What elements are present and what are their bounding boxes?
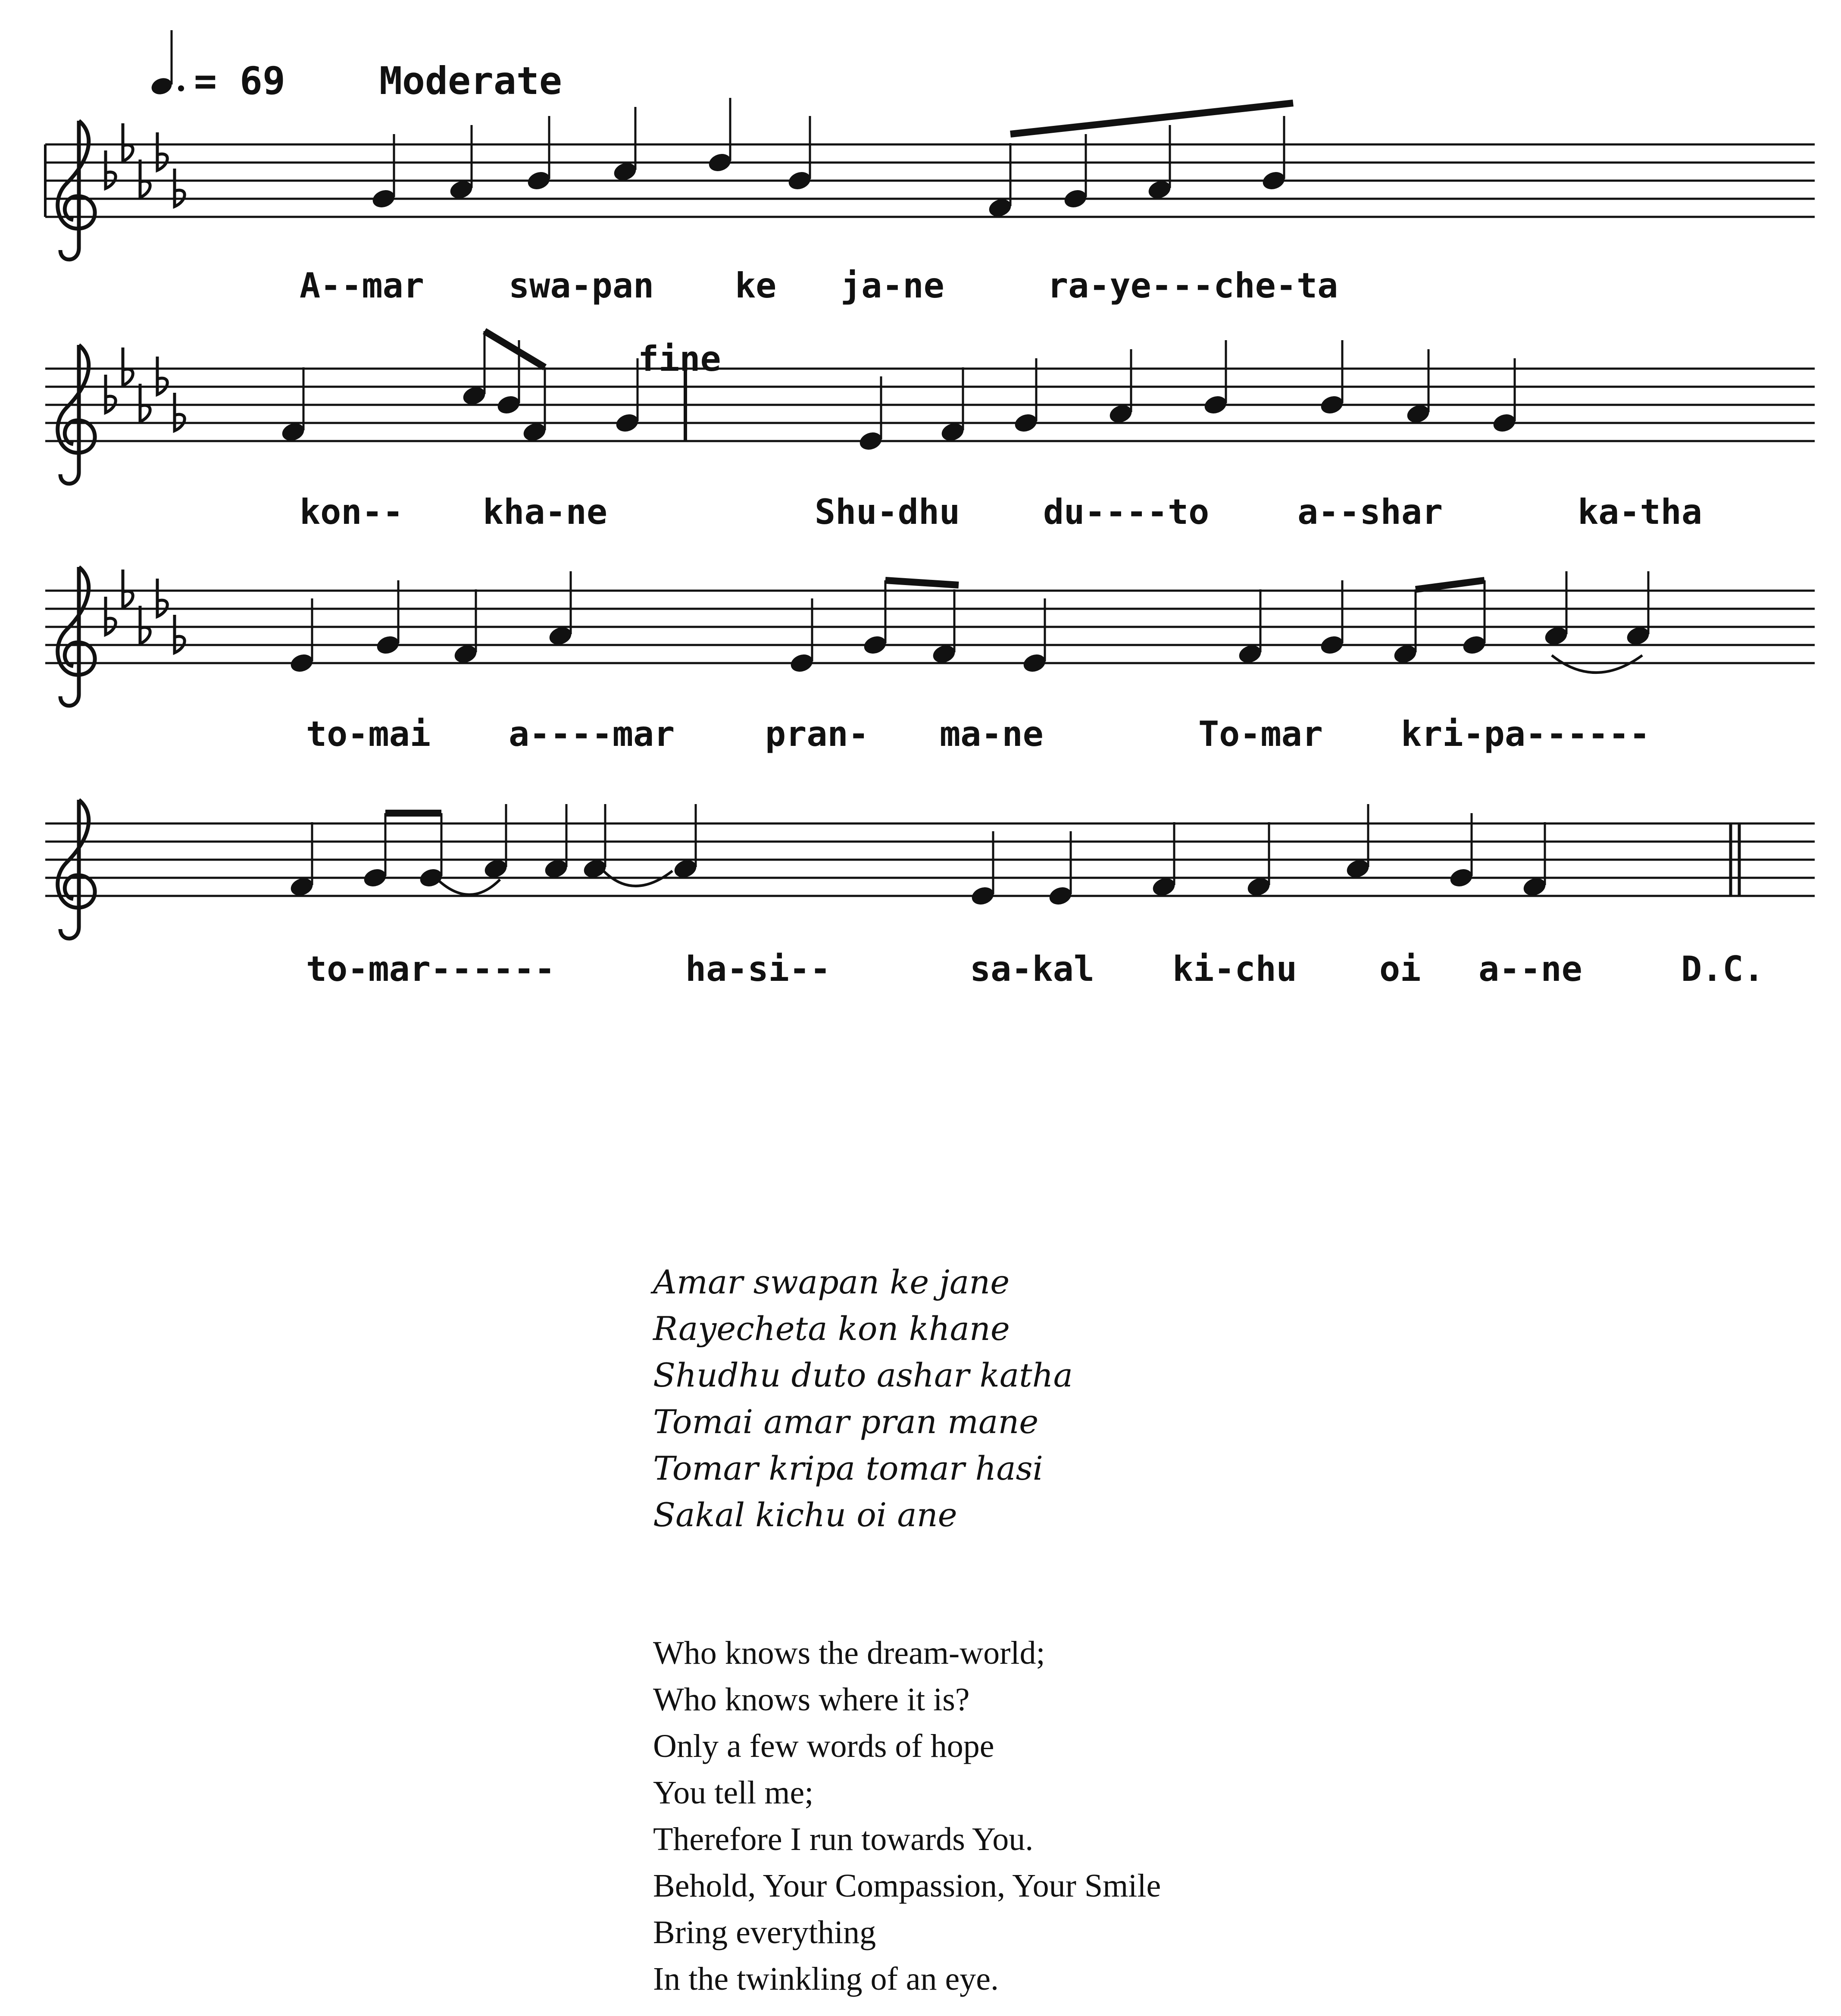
treble-clef-icon [58, 345, 95, 484]
flat-sign-icon [140, 606, 150, 644]
verse-line: Who knows the dream-world; [653, 1635, 1045, 1671]
lyric-syllable: ja-ne [841, 266, 944, 306]
note-beam [484, 331, 545, 367]
note-beam [1010, 103, 1293, 134]
fine-label: fine [638, 339, 721, 379]
lyric-syllable: kri-pa------ [1401, 714, 1650, 754]
verse-line: Only a few words of hope [653, 1728, 994, 1764]
treble-clef-icon [58, 121, 95, 260]
lyric-syllable: pran- [765, 714, 869, 754]
lyric-syllable: D.C. [1681, 949, 1764, 989]
verse-line: Bring everything [653, 1914, 876, 1950]
flat-sign-icon [157, 579, 167, 617]
note-beam [1416, 580, 1485, 589]
lyric-syllable: ha-si-- [685, 949, 831, 989]
bengali-verse [653, 1259, 1073, 1538]
lyric-syllable: A--mar [300, 266, 424, 306]
flat-sign-icon [157, 357, 167, 394]
lyric-syllable: ka-tha [1578, 492, 1702, 532]
treble-clef-icon [58, 800, 95, 939]
flat-sign-icon [123, 347, 133, 385]
lyric-syllable: ke [735, 266, 777, 306]
tempo-marking: = 69 [194, 59, 285, 103]
lyric-syllable: sa-kal [970, 949, 1094, 989]
flat-sign-icon [157, 132, 167, 170]
flat-sign-icon [106, 150, 116, 188]
lyric-syllable: kon-- [300, 492, 403, 532]
lyric-syllable: a--shar [1297, 492, 1443, 532]
lyric-syllable: To-mar [1198, 714, 1323, 754]
flat-sign-icon [123, 123, 133, 161]
verse-line: Sakal kichu oi ane [653, 1496, 957, 1534]
lyric-syllable: to-mai [306, 714, 431, 754]
lyric-syllable: a--ne [1478, 949, 1582, 989]
flat-sign-icon [106, 597, 116, 635]
dot [178, 85, 184, 91]
verse-line: In the twinkling of an eye. [653, 1961, 999, 1997]
lyric-syllable: swa-pan [509, 266, 654, 306]
verse-line: Behold, Your Compassion, Your Smile [653, 1868, 1161, 1904]
flat-sign-icon [175, 393, 184, 431]
verse-line: Tomai amar pran mane [653, 1402, 1039, 1441]
lyric-syllable: ra-ye---che-ta [1047, 266, 1338, 306]
lyric-syllable: oi [1379, 949, 1421, 989]
flat-sign-icon [140, 160, 150, 197]
verse-line: Therefore I run towards You. [653, 1821, 1034, 1857]
verse-line: Who knows where it is? [653, 1681, 970, 1718]
flat-sign-icon [175, 169, 184, 207]
lyric-syllable: to-mar------ [306, 949, 555, 989]
lyric-syllable: a----mar [509, 714, 675, 754]
verse-line: Shudhu duto ashar katha [653, 1356, 1073, 1394]
treble-clef-icon [58, 567, 95, 706]
verse-line: Tomar kripa tomar hasi [653, 1449, 1043, 1487]
english-translation [653, 1630, 1161, 2002]
flat-sign-icon [175, 615, 184, 653]
tempo-text: Moderate [379, 59, 562, 103]
verse-line: Amar swapan ke jane [653, 1263, 1010, 1301]
flat-sign-icon [106, 375, 116, 413]
flat-sign-icon [123, 570, 133, 607]
dotted-quarter-note-icon [149, 75, 174, 97]
lyric-syllable: ma-ne [940, 714, 1044, 754]
flat-sign-icon [140, 384, 150, 422]
lyric-syllable: du----to [1043, 492, 1210, 532]
lyric-syllable: Shu-dhu [815, 492, 960, 532]
lyric-syllable: ki-chu [1172, 949, 1297, 989]
note-beam [885, 580, 959, 585]
verse-line: You tell me; [653, 1775, 814, 1811]
verse-line: Rayecheta kon khane [653, 1309, 1010, 1348]
lyric-syllable: kha-ne [483, 492, 607, 532]
tie-arc [438, 880, 500, 895]
